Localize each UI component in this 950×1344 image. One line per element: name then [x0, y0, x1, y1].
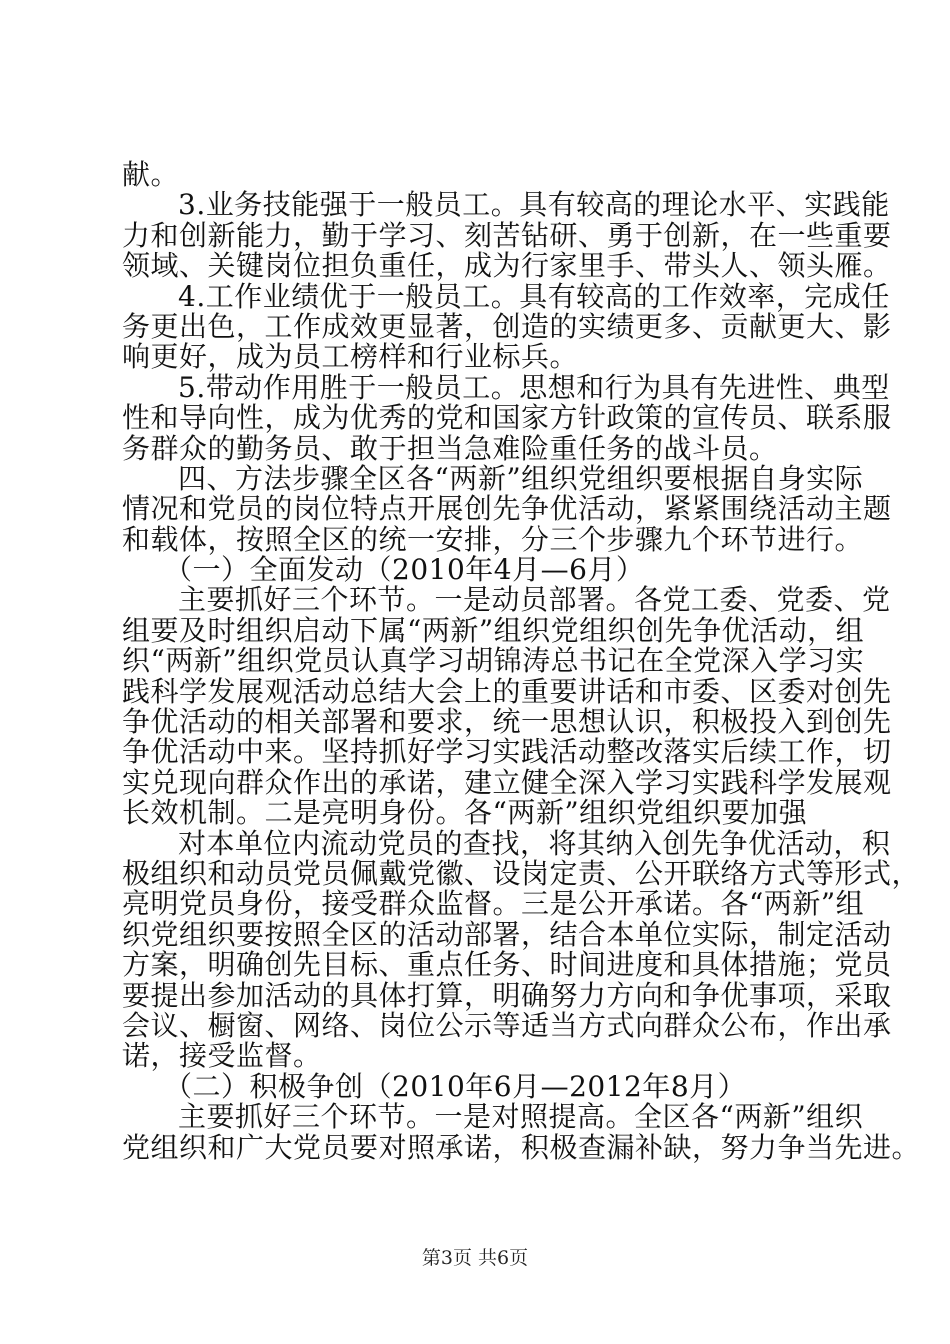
- text-line: 4.工作业绩优于一般员工。具有较高的工作效率，完成任: [178, 279, 890, 313]
- text-line: 党组织和广大党员要对照承诺，积极查漏补缺，努力争当先进。: [122, 1130, 921, 1164]
- text-line: 长效机制。二是亮明身份。各“两新”组织党组织要加强: [122, 796, 808, 830]
- text-line: 5.带动作用胜于一般员工。思想和行为具有先进性、典型: [178, 370, 890, 404]
- text-line: 组要及时组织启动下属“两新”组织党组织创先争优活动，组: [122, 613, 865, 647]
- text-line: 极组织和动员党员佩戴党徽、设岗定责、公开联络方式等形式，: [122, 856, 921, 890]
- text-line: 务群众的勤务员、敢于担当急难险重任务的战斗员。: [122, 431, 778, 465]
- text-line: 争优活动的相关部署和要求，统一思想认识，积极投入到创先: [122, 705, 892, 739]
- text-line: 诺，接受监督。: [122, 1039, 322, 1073]
- text-line: 争优活动中来。坚持抓好学习实践活动整改落实后续工作，切: [122, 735, 892, 769]
- text-line: 要提出参加活动的具体打算，明确努力方向和争优事项，采取: [122, 978, 892, 1012]
- text-line: 领域、关键岗位担负重任，成为行家里手、带头人、领头雁。: [122, 249, 892, 283]
- text-line: 力和创新能力，勤于学习、刻苦钻研、勇于创新，在一些重要: [122, 218, 892, 252]
- subsection-heading: （二）积极争创（2010年6月—2012年8月）: [164, 1069, 747, 1103]
- text-line: 会议、橱窗、网络、岗位公示等适当方式向群众公布，作出承: [122, 1008, 892, 1042]
- document-body: [122, 158, 921, 1164]
- subsection-heading: （一）全面发动（2010年4月—6月）: [164, 553, 645, 587]
- text-line: 性和导向性，成为优秀的党和国家方针政策的宣传员、联系服: [122, 401, 892, 435]
- text-line: 主要抓好三个环节。一是动员部署。各党工委、党委、党: [178, 583, 891, 617]
- text-line: 践科学发展观活动总结大会上的重要讲话和市委、区委对创先: [122, 674, 892, 708]
- text-line: 和载体，按照全区的统一安排，分三个步骤九个环节进行。: [122, 522, 864, 556]
- text-line: 务更出色，工作成效更显著，创造的实绩更多、贡献更大、影: [122, 309, 892, 343]
- text-line: 响更好，成为员工榜样和行业标兵。: [122, 340, 579, 374]
- text-line: 方案，明确创先目标、重点任务、时间进度和具体措施；党员: [122, 948, 892, 982]
- text-line: 实兑现向群众作出的承诺，建立健全深入学习实践科学发展观: [122, 765, 892, 799]
- text-line: 献。: [122, 158, 180, 191]
- text-line: 3.业务技能强于一般员工。具有较高的理论水平、实践能: [178, 188, 890, 222]
- page-number-footer: 第3页 共6页: [421, 1247, 529, 1269]
- text-line: 主要抓好三个环节。一是对照提高。全区各“两新”组织: [178, 1100, 864, 1134]
- text-line: 对本单位内流动党员的查找，将其纳入创先争优活动，积: [178, 826, 891, 860]
- text-line: 亮明党员身份，接受群众监督。三是公开承诺。各“两新”组: [122, 887, 865, 921]
- text-line: 织“两新”组织党员认真学习胡锦涛总书记在全党深入学习实: [122, 644, 865, 678]
- text-line: 织党组织要按照全区的活动部署，结合本单位实际，制定活动: [122, 917, 892, 951]
- text-line: 情况和党员的岗位特点开展创先争优活动，紧紧围绕活动主题: [122, 492, 892, 526]
- section-heading: 四、方法步骤全区各“两新”组织党组织要根据自身实际: [178, 461, 864, 495]
